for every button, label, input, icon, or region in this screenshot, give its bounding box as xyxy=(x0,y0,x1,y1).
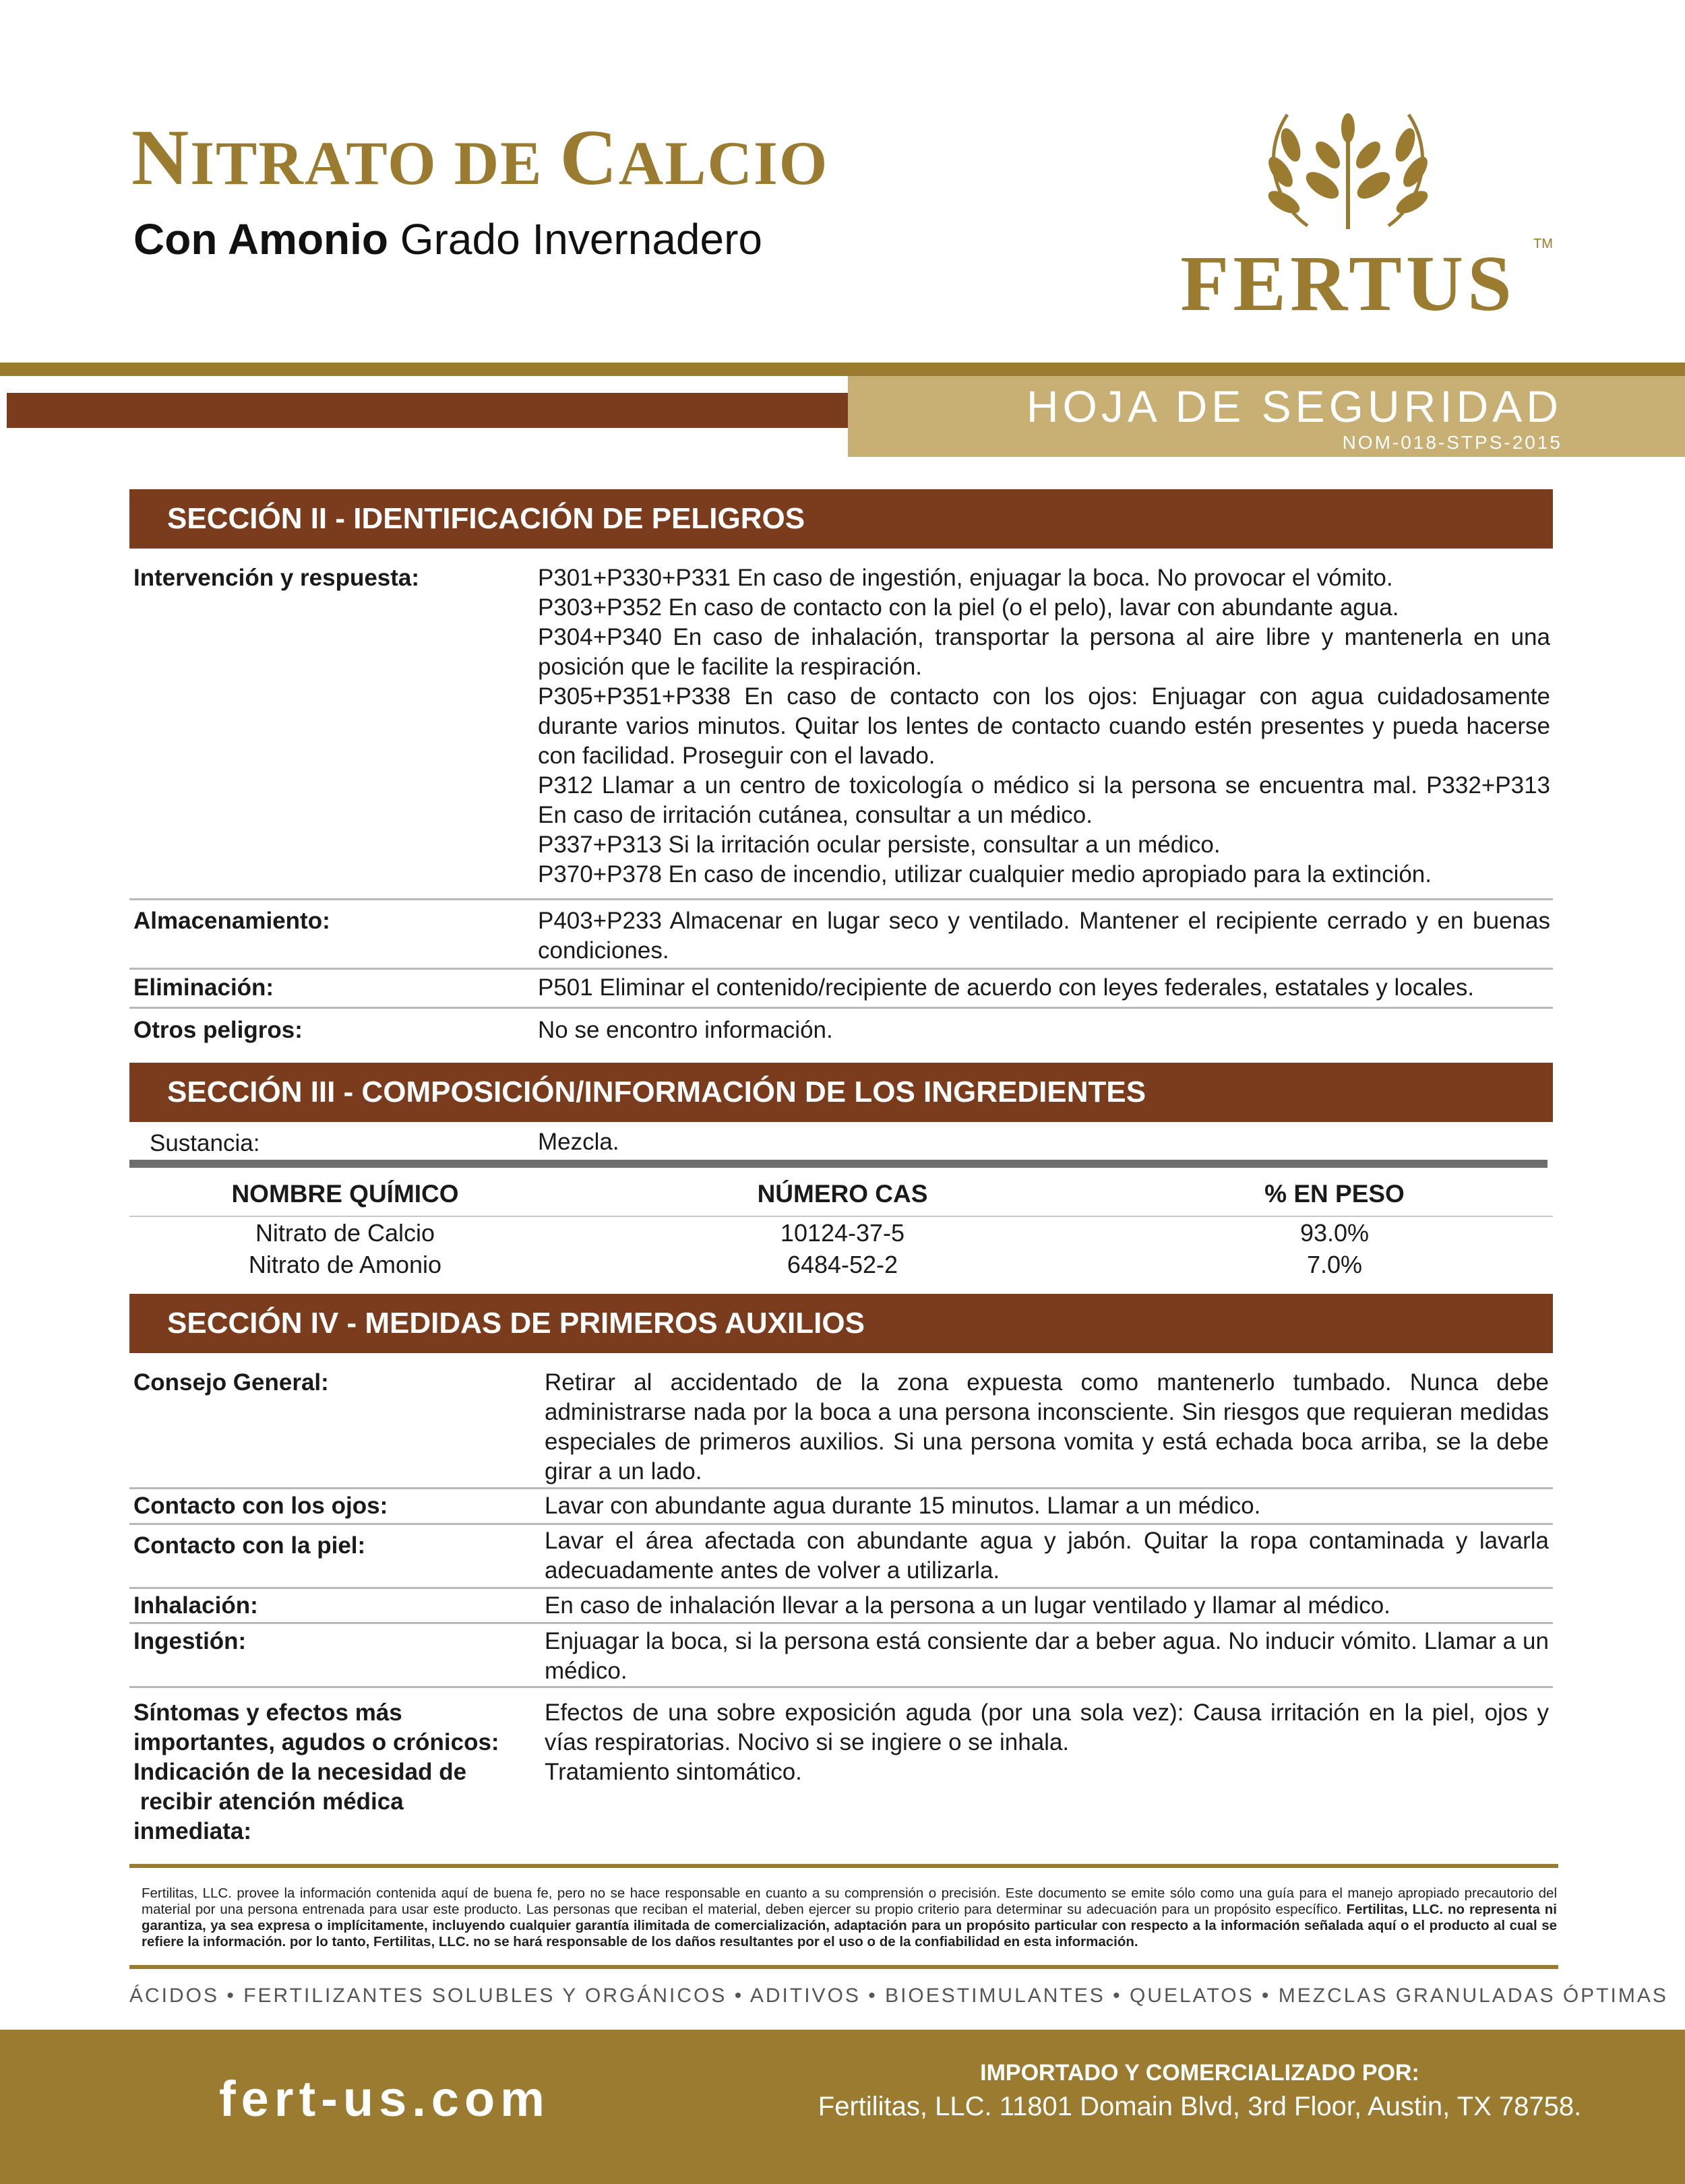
product-categories: ÁCIDOS • FERTILIZANTES SOLUBLES Y ORGÁNICOS • ADITIVOS • BIOESTIMULANTES • QUELATOS • MEZCLAS GRANULADAS ÓPTIMAS xyxy=(129,1985,1668,2007)
p-line-3: P304+P340 En caso de inhalación, transportar la persona al aire libre y mantenerla en una posición que le facilite la respiración. xyxy=(538,624,1550,680)
col-header-nombre: NOMBRE QUÍMICO xyxy=(231,1180,459,1208)
col-header-peso: % EN PESO xyxy=(1264,1180,1405,1208)
divider xyxy=(129,968,1553,970)
row-text-intervencion xyxy=(538,563,1550,890)
importer-label: IMPORTADO Y COMERCIALIZADO POR: xyxy=(980,2060,1419,2086)
sintomas-label-line-1: Síntomas y efectos más xyxy=(133,1699,402,1726)
divider xyxy=(129,898,1553,900)
subtitle-rest: Grado Invernadero xyxy=(400,215,762,263)
header-gold-band xyxy=(0,363,1685,376)
divider xyxy=(129,1686,1553,1688)
p-line-4: P305+P351+P338 En caso de contacto con los ojos: Enjuagar con agua cuidadosamente durante varios minutos. Quitar los lentes de contacto cuando estén presentes y pueda hacerse con facilidad. Proseguir con el lavado. xyxy=(538,683,1550,769)
p-line-7: P370+P378 En caso de incendio, utilizar cualquier medio apropiado para la extinción. xyxy=(538,861,1432,887)
section-2-heading: SECCIÓN II - IDENTIFICACIÓN DE PELIGROS xyxy=(129,489,1553,549)
laurel-wreath-icon xyxy=(1264,113,1432,229)
divider xyxy=(129,1622,1553,1624)
disclaimer-top-rule xyxy=(129,1864,1558,1868)
substance-value: Mezcla. xyxy=(538,1129,619,1155)
sintomas-label-line-3: Indicación de la necesidad de xyxy=(133,1759,467,1785)
cell-cas-2: 6484-52-2 xyxy=(787,1251,898,1278)
p-line-6: P337+P313 Si la irritación ocular persiste, consultar a un médico. xyxy=(538,832,1221,858)
row-label-ingestion: Ingestión: xyxy=(133,1628,247,1654)
row-text-sintomas xyxy=(545,1698,1549,1787)
row-label-ojos: Contacto con los ojos: xyxy=(133,1493,388,1519)
divider xyxy=(129,1523,1553,1525)
product-title: NITRATO DE CALCIO xyxy=(131,113,829,201)
row-text-ingestion: Enjuagar la boca, si la persona está consiente dar a beber agua. No inducir vómito. Llamar a un médico. xyxy=(545,1628,1549,1684)
row-text-eliminacion: P501 Eliminar el contenido/recipiente de acuerdo con leyes federales, estatales y locales. xyxy=(538,974,1475,1001)
row-label-piel: Contacto con la piel: xyxy=(133,1532,366,1559)
brand-name: FERTUS xyxy=(1180,239,1516,327)
p-line-1: P301+P330+P331 En caso de ingestión, enjuagar la boca. No provocar el vómito. xyxy=(538,565,1393,591)
header-brown-band xyxy=(7,393,849,428)
row-label-otros: Otros peligros: xyxy=(133,1017,303,1043)
row-text-otros: No se encontro información. xyxy=(538,1017,833,1043)
table-top-rule xyxy=(129,1160,1548,1168)
row-text-consejo: Retirar al accidentado de la zona expuesta como mantenerlo tumbado. Nunca debe administrarse nada por la boca a una persona inconsciente. Sin riesgos que requieran medidas especiales de primeros auxilios. Si una persona vomita y está echada boca arriba, se la debe girar a un lado. xyxy=(545,1369,1549,1485)
sintomas-line-2: Tratamiento sintomático. xyxy=(545,1759,802,1785)
importer-address: Fertilitas, LLC. 11801 Domain Blvd, 3rd Floor, Austin, TX 78758. xyxy=(818,2092,1582,2121)
subtitle-bold: Con Amonio xyxy=(133,215,388,263)
section-3-heading: SECCIÓN III - COMPOSICIÓN/INFORMACIÓN DE LOS INGREDIENTES xyxy=(129,1063,1553,1122)
table-header-rule xyxy=(129,1216,1553,1217)
row-text-piel: Lavar el área afectada con abundante agua y jabón. Quitar la ropa contaminada y lavarla adecuadamente antes de volver a utilizarla. xyxy=(545,1528,1549,1584)
p-line-5: P312 Llamar a un centro de toxicología o médico si la persona se encuentra mal. P332+P313 En caso de irritación cutánea, consultar a un médico. xyxy=(538,772,1550,828)
sintomas-label-line-2: importantes, agudos o crónicos: xyxy=(133,1729,499,1755)
row-text-inhalacion: En caso de inhalación llevar a la persona a un lugar ventilado y llamar al médico. xyxy=(545,1592,1390,1619)
cell-nombre-1: Nitrato de Calcio xyxy=(255,1219,435,1247)
sintomas-label-line-5: inmediata: xyxy=(133,1818,252,1844)
trademark-mark: TM xyxy=(1533,237,1553,251)
row-label-almacenamiento: Almacenamiento: xyxy=(133,908,330,934)
cell-peso-1: 93.0% xyxy=(1299,1219,1370,1247)
row-label-inhalacion: Inhalación: xyxy=(133,1592,258,1619)
row-label-consejo: Consejo General: xyxy=(133,1369,329,1396)
disclaimer-bottom-rule xyxy=(129,1965,1558,1969)
website-link[interactable]: fert-us.com xyxy=(219,2071,550,2127)
row-label-intervencion: Intervención y respuesta: xyxy=(133,565,420,591)
divider xyxy=(129,1487,1553,1489)
row-label-eliminacion: Eliminación: xyxy=(133,974,274,1001)
cell-nombre-2: Nitrato de Amonio xyxy=(248,1251,442,1278)
fertus-logo xyxy=(1146,88,1553,330)
section-4-heading: SECCIÓN IV - MEDIDAS DE PRIMEROS AUXILIOS xyxy=(129,1294,1553,1353)
cell-peso-2: 7.0% xyxy=(1306,1251,1363,1278)
col-header-cas: NÚMERO CAS xyxy=(757,1180,928,1208)
row-label-sintomas xyxy=(133,1698,499,1846)
sintomas-line-1: Efectos de una sobre exposición aguda (por una sola vez): Causa irritación en la piel, ojos y vías respiratorias. Nocivo si se ingiere o se inhala. xyxy=(545,1699,1549,1755)
sintomas-label-line-4: recibir atención médica xyxy=(133,1788,404,1815)
doc-type-title: HOJA DE SEGURIDAD xyxy=(1026,381,1562,431)
cell-cas-1: 10124-37-5 xyxy=(780,1219,905,1247)
disclaimer xyxy=(142,1885,1557,1950)
row-text-ojos: Lavar con abundante agua durante 15 minutos. Llamar a un médico. xyxy=(545,1493,1261,1519)
disclaimer-normal: Fertilitas, LLC. provee la información contenida aquí de buena fe, pero no se hace responsable en cuanto a su comprensión o precisión. Este documento se emite sólo como una guía para el manejo apropiado precautorio del material por una persona entrenada para usar este producto. Las personas que reciban el material, deben ejercer su propio criterio para determinar su adecuación para un propósito específico. xyxy=(142,1885,1557,1917)
p-line-2: P303+P352 En caso de contacto con la piel (o el pelo), lavar con abundante agua. xyxy=(538,594,1399,621)
divider xyxy=(129,1007,1553,1009)
norm-code: NOM-018-STPS-2015 xyxy=(1342,432,1562,453)
disclaimer-bold: Fertilitas, LLC. no representa ni garantiza, ya sea expresa o implícitamente, incluyendo cualquier garantía ilimitada de comercialización, adaptación para un propósito particular con respecto a la información señalada aquí o el producto al cual se refiere la información. por lo tanto, Fertilitas, LLC. no se hará responsable de los daños resultantes por el uso o de la confiabilidad en esta información. xyxy=(142,1902,1557,1949)
divider xyxy=(129,1587,1553,1589)
product-subtitle xyxy=(133,215,762,263)
substance-label: Sustancia: xyxy=(150,1130,260,1156)
row-text-almacenamiento: P403+P233 Almacenar en lugar seco y ventilado. Mantener el recipiente cerrado y en buenas condiciones. xyxy=(538,908,1550,964)
